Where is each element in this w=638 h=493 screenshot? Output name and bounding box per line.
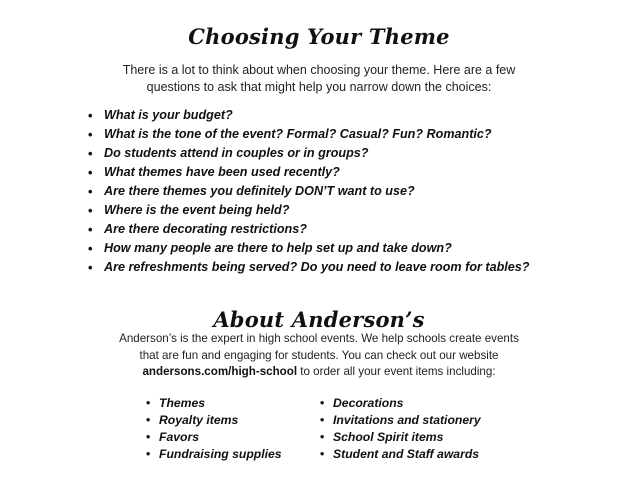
question-item: • Are there themes you definitely DON’T want to use? xyxy=(88,182,530,201)
question-item: • How many people are there to help set up and take down? xyxy=(88,239,530,258)
about-line-2: that are fun and engaging for students. You can check out our website xyxy=(139,348,499,362)
item-left: • Themes xyxy=(146,395,282,412)
question-item: • What is the tone of the event? Formal? Casual? Fun? Romantic? xyxy=(88,125,530,144)
intro-line-1: There is a lot to think about when choosing your theme. Here are a few xyxy=(122,63,516,77)
item-left: • Favors xyxy=(146,429,282,446)
about-line-1: Anderson’s is the expert in high school events. We help schools create events xyxy=(119,332,519,345)
item-right: • Student and Staff awards xyxy=(320,446,481,463)
question-item: • Do students attend in couples or in groups? xyxy=(88,144,530,163)
intro-paragraph xyxy=(100,62,538,96)
items-list-right xyxy=(320,395,481,463)
heading-about-andersons: About Anderson’s xyxy=(213,307,425,332)
question-list xyxy=(88,106,530,277)
question-item: • What is your budget? xyxy=(88,106,530,125)
about-line-3 xyxy=(100,364,538,381)
items-list-left xyxy=(146,395,282,463)
question-item: • Where is the event being held? xyxy=(88,201,530,220)
question-item: • Are there decorating restrictions? xyxy=(88,220,530,239)
item-right: • School Spirit items xyxy=(320,429,481,446)
heading-choosing-theme: Choosing Your Theme xyxy=(188,24,450,49)
about-paragraph xyxy=(100,331,538,381)
item-left: • Fundraising supplies xyxy=(146,446,282,463)
question-item: • What themes have been used recently? xyxy=(88,163,530,182)
website-link[interactable]: andersons.com/high-school xyxy=(142,365,298,378)
item-right: • Invitations and stationery xyxy=(320,412,481,429)
question-item: • Are refreshments being served? Do you need to leave room for tables? xyxy=(88,258,530,277)
item-right: • Decorations xyxy=(320,395,481,412)
intro-line-2: questions to ask that might help you narrow down the choices: xyxy=(146,80,492,94)
about-line-3-text: to order all your event items including: xyxy=(297,365,496,378)
item-left: • Royalty items xyxy=(146,412,282,429)
